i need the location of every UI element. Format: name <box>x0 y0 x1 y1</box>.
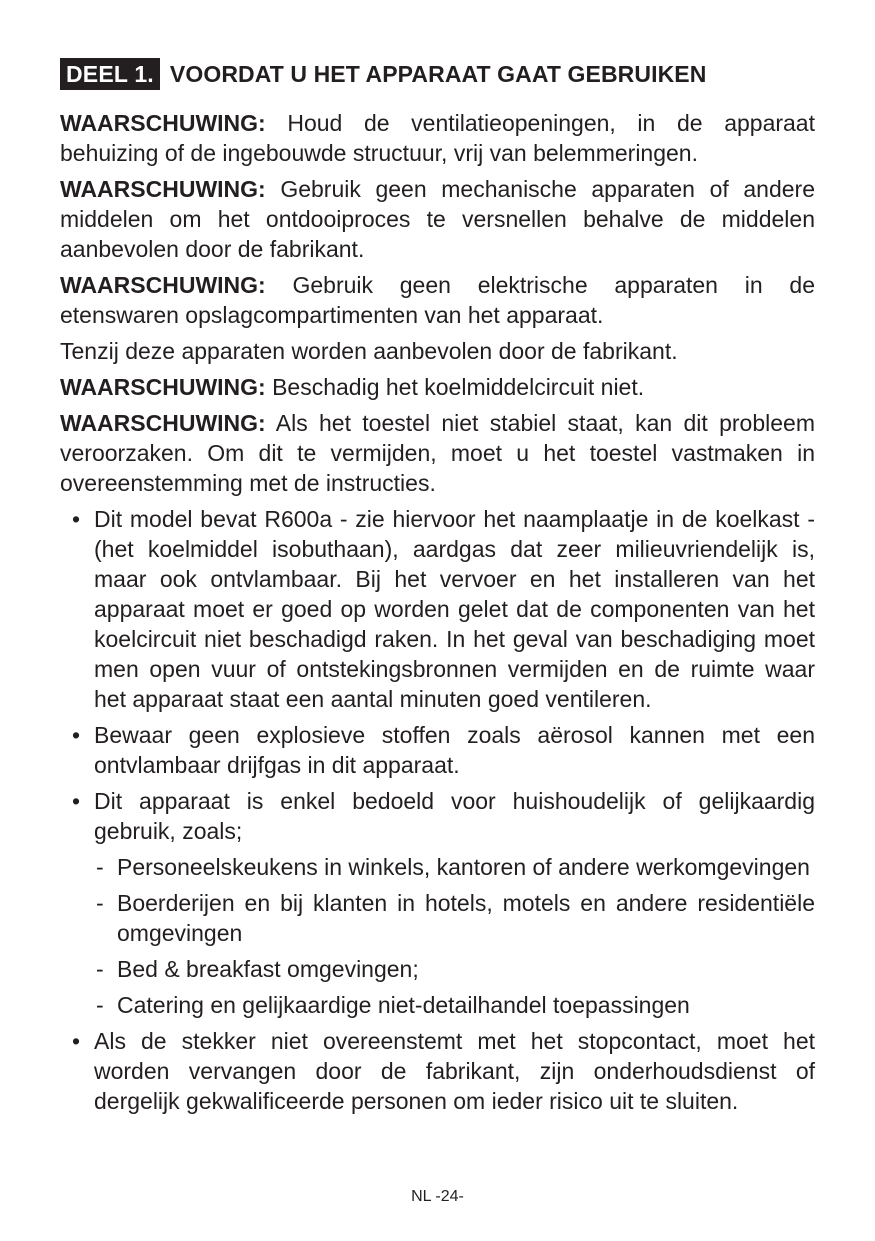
dash-icon: - <box>96 956 104 982</box>
warning-label: WAARSCHUWING: <box>60 176 266 202</box>
warning-paragraph <box>60 372 815 402</box>
note-paragraph <box>60 336 815 366</box>
bullet-item <box>60 786 815 1020</box>
bullet-text: Bewaar geen explosieve stoffen zoals aërosol kannen met een ontvlambaar drijfgas in dit apparaat. <box>94 722 815 778</box>
sub-list-item <box>94 954 815 984</box>
bullet-icon: • <box>72 722 81 748</box>
bullet-item <box>60 504 815 714</box>
warning-text: Houd de ventilatieopeningen, in de apparaat behuizing of de ingebouwde structuur, vrij van belemmeringen. <box>60 110 815 166</box>
bullet-icon: • <box>72 506 81 532</box>
sub-item-text: Bed & breakfast omgevingen; <box>117 956 419 982</box>
warning-label: WAARSCHUWING: <box>60 272 266 298</box>
bullet-text: Dit model bevat R600a - zie hiervoor het naamplaatje in de koelkast - (het koelmiddel isobuthaan), aardgas dat zeer milieuvriendelijk is, maar ook ontvlambaar. Bij het vervoer en het installeren van het apparaat moet er goed op worden gelet dat de componenten van het koelcircuit niet beschadigd raken. In het geval van beschadiging moet men open vuur of ontstekingsbronnen vermijden en de ruimte waar het apparaat staat een aantal minuten goed ventileren. <box>94 506 815 712</box>
page-number: NL -24- <box>411 1188 464 1205</box>
warning-label: WAARSCHUWING: <box>60 374 266 400</box>
sub-item-text: Boerderijen en bij klanten in hotels, motels en andere residentiële omgevingen <box>117 890 815 946</box>
warning-text: Beschadig het koelmiddelcircuit niet. <box>265 374 645 400</box>
bullet-icon: • <box>72 788 81 814</box>
warning-text: Gebruik geen mechanische apparaten of andere middelen om het ontdooiproces te versnellen behalve de middelen aanbevolen door de fabrikant. <box>60 176 815 262</box>
note-text: Tenzij deze apparaten worden aanbevolen door de fabrikant. <box>60 338 678 364</box>
warning-text: Als het toestel niet stabiel staat, kan dit probleem veroorzaken. Om dit te vermijden, moet u het toestel vastmaken in overeenstemming met de instructies. <box>60 410 815 496</box>
sub-list-item <box>94 888 815 948</box>
bullet-list <box>60 504 815 1116</box>
warning-paragraph <box>60 174 815 264</box>
bullet-icon: • <box>72 1028 81 1054</box>
bullet-text: Als de stekker niet overeenstemt met het stopcontact, moet het worden vervangen door de fabrikant, zijn onderhoudsdienst of dergelijk gekwalificeerde personen om ieder risico uit te sluiten. <box>94 1028 815 1114</box>
sub-list <box>94 852 815 1020</box>
sub-list-item <box>94 990 815 1020</box>
bullet-text: Dit apparaat is enkel bedoeld voor huishoudelijk of gelijkaardig gebruik, zoals; <box>94 788 815 844</box>
section-title: VOORDAT U HET APPARAAT GAAT GEBRUIKEN <box>169 61 707 87</box>
sub-item-text: Catering en gelijkaardige niet-detailhandel toepassingen <box>117 992 690 1018</box>
warning-text: Gebruik geen elektrische apparaten in de etenswaren opslagcompartimenten van het apparaat. <box>60 272 815 328</box>
warning-label: WAARSCHUWING: <box>60 110 266 136</box>
section-label: DEEL 1. <box>60 58 160 90</box>
dash-icon: - <box>96 992 104 1018</box>
warning-paragraph <box>60 270 815 330</box>
sub-list-item <box>94 852 815 882</box>
warning-paragraph <box>60 408 815 498</box>
bullet-item <box>60 720 815 780</box>
document-page <box>60 58 815 1122</box>
sub-item-text: Personeelskeukens in winkels, kantoren of andere werkomgevingen <box>117 854 810 880</box>
section-heading <box>60 58 815 90</box>
warning-paragraph <box>60 108 815 168</box>
dash-icon: - <box>96 890 104 916</box>
bullet-item <box>60 1026 815 1116</box>
warning-label: WAARSCHUWING: <box>60 410 266 436</box>
dash-icon: - <box>96 854 104 880</box>
